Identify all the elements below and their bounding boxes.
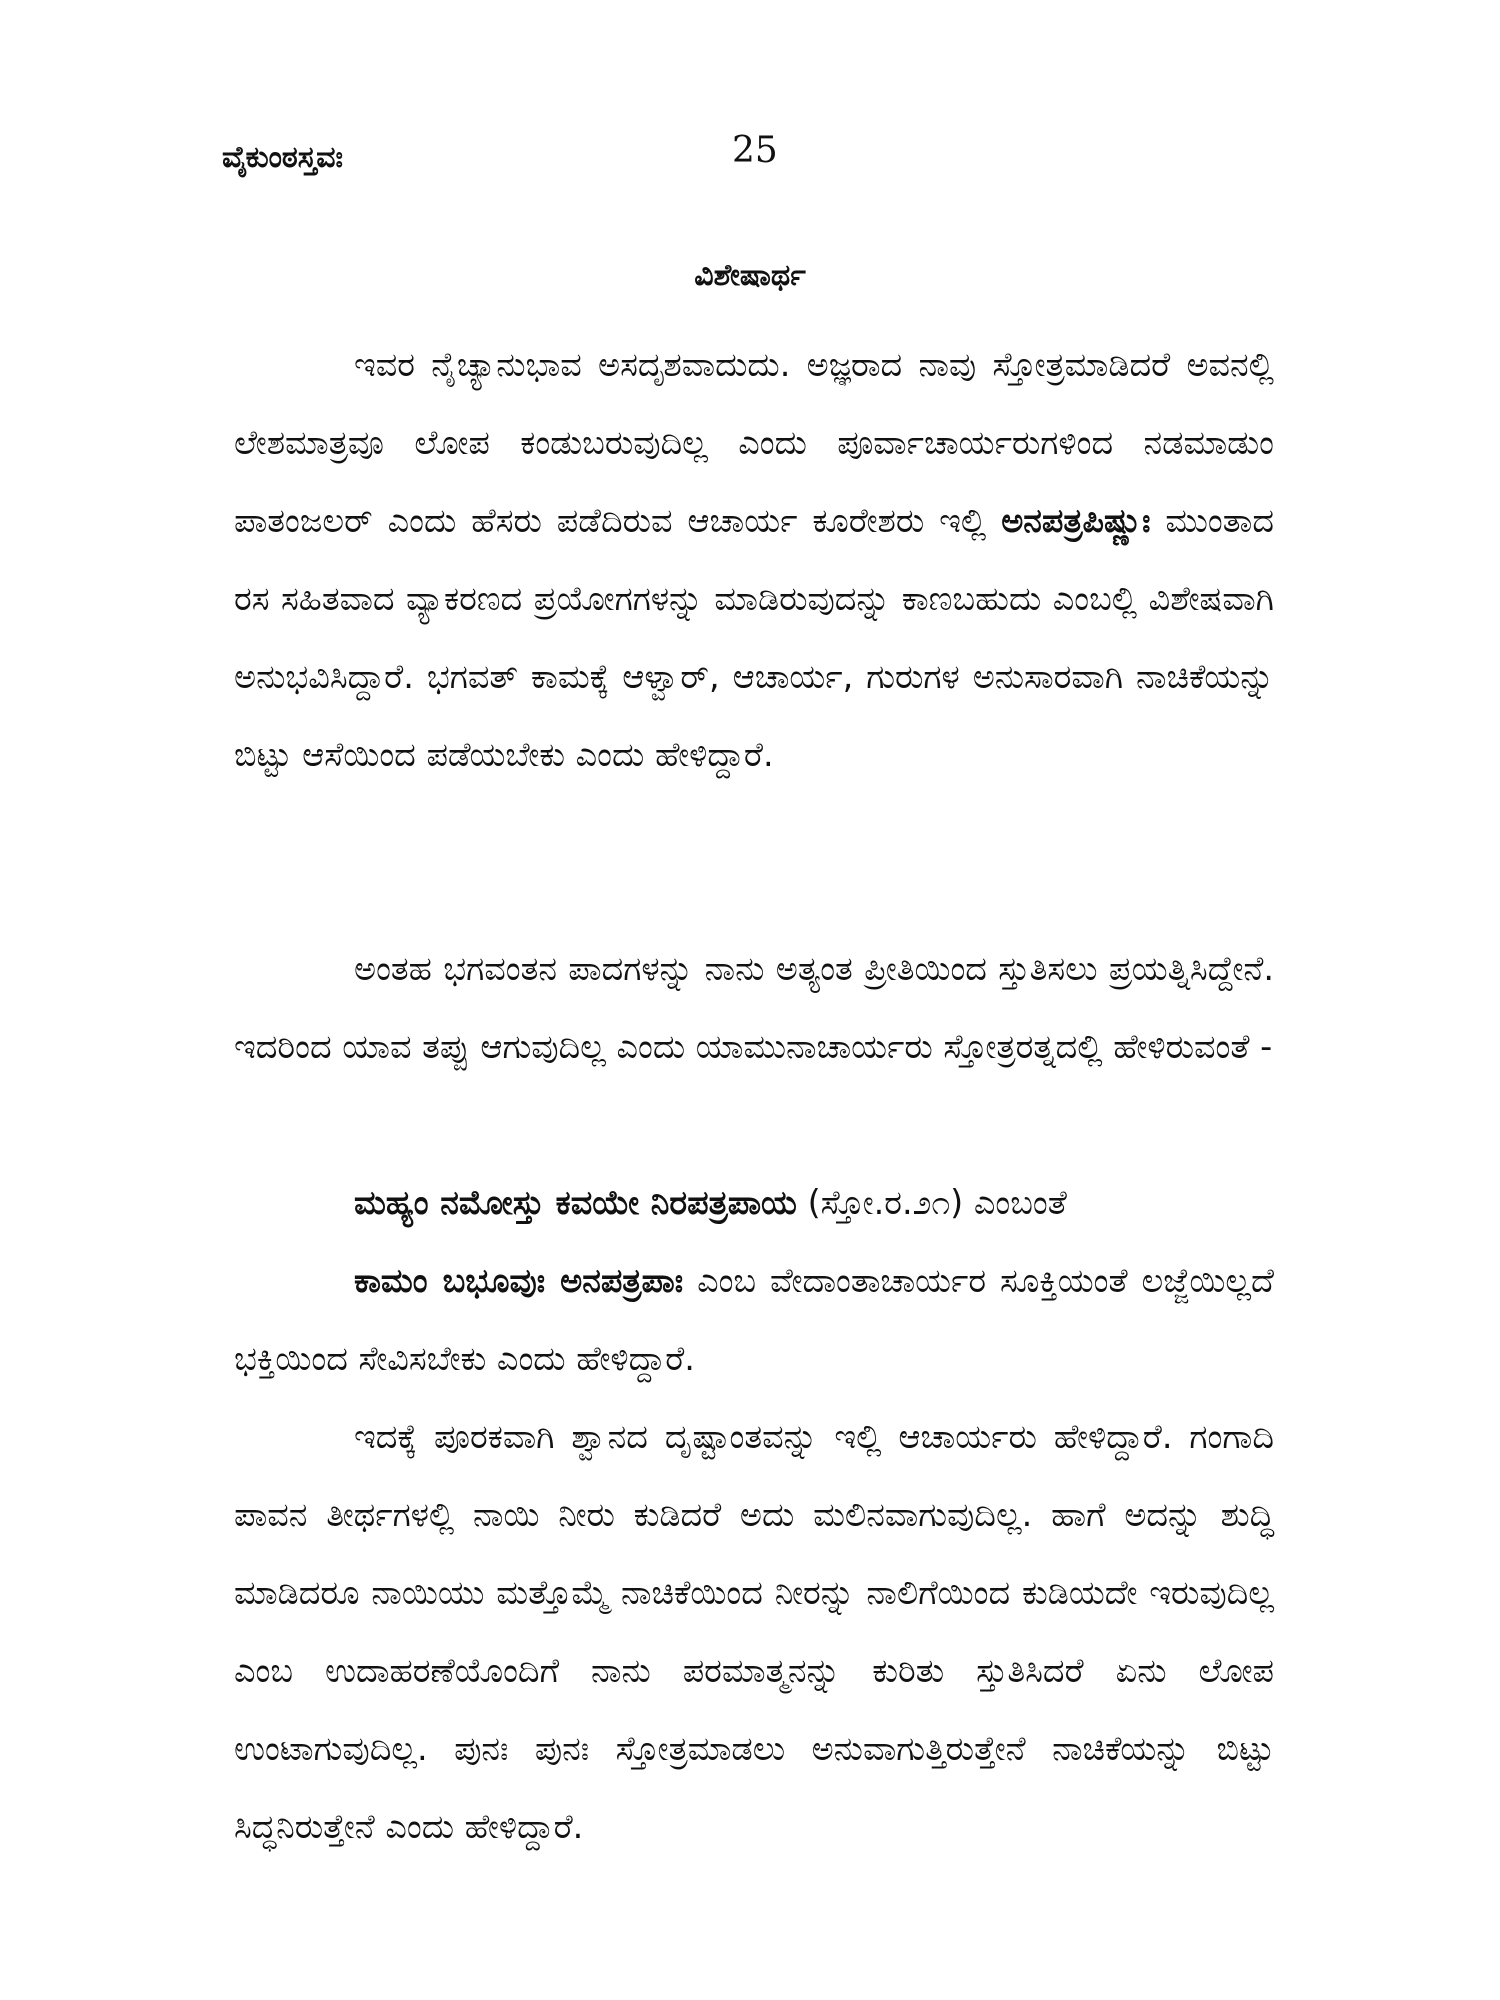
paragraph-2: ಅಂತಹ ಭಗವಂತನ ಪಾದಗಳನ್ನು ನಾನು ಅತ್ಯಂತ ಪ್ರೀತಿಯಿಂದ ಸ್ತುತಿಸಲು ಪ್ರಯತ್ನಿಸಿದ್ದೇನೆ. ಇದರಿಂದ ಯಾವ ತಪ್ಪು ಆಗುವುದಿಲ್ಲ ಎಂದು ಯಾಮುನಾಚಾರ್ಯರು ಸ್ತೋತ್ರರತ್ನದಲ್ಲಿ ಹೇಳಿರುವಂತೆ -: [234, 949, 1274, 1066]
paragraph-1-text-a: ಇವರ ನೈಚ್ಯಾನುಭಾವ ಅಸದೃಶವಾದುದು. ಅಜ್ಞರಾದ ನಾವು ಸ್ತೋತ್ರಮಾಡಿದರೆ ಅವನಲ್ಲಿ ಲೇಶಮಾತ್ರವೂ ಲೋಪ ಕಂಡುಬರುವುದಿಲ್ಲ ಎಂದು ಪೂರ್ವಾಚಾರ್ಯರುಗಳಿಂದ ನಡಮಾಡುಂ ಪಾತಂಜಲರ್ ಎಂದು ಹೆಸರು ಪಡೆದಿರುವ ಆಚಾರ್ಯ ಕೂರೇಶರು ಇಲ್ಲಿ: [234, 345, 1274, 540]
page-number: 25: [732, 130, 778, 171]
paragraph-block-1: [234, 326, 1274, 794]
paragraph-1-text-b: ಮುಂತಾದ ರಸ ಸಹಿತವಾದ ವ್ಯಾಕರಣದ ಪ್ರಯೋಗಗಳನ್ನು ಮಾಡಿರುವುದನ್ನು ಕಾಣಬಹುದು ಎಂಬಲ್ಲಿ ವಿಶೇಷವಾಗಿ ಅನುಭವಿಸಿದ್ದಾರೆ. ಭಗವತ್ ಕಾಮಕ್ಕೆ ಆಳ್ವಾರ್, ಆಚಾರ್ಯ, ಗುರುಗಳ ಅನುಸಾರವಾಗಿ ನಾಚಿಕೆಯನ್ನು ಬಿಟ್ಟು ಆಸೆಯಿಂದ ಪಡೆಯಬೇಕು ಎಂದು ಹೇಳಿದ್ದಾರೆ.: [234, 501, 1274, 774]
paragraph-1: [234, 326, 1274, 794]
paragraph-block-4: [234, 1398, 1274, 1866]
paragraph-4: ಇದಕ್ಕೆ ಪೂರಕವಾಗಿ ಶ್ವಾನದ ದೃಷ್ಟಾಂತವನ್ನು ಇಲ್ಲಿ ಆಚಾರ್ಯರು ಹೇಳಿದ್ದಾರೆ. ಗಂಗಾದಿ ಪಾವನ ತೀರ್ಥಗಳಲ್ಲಿ ನಾಯಿ ನೀರು ಕುಡಿದರೆ ಅದು ಮಲಿನವಾಗುವುದಿಲ್ಲ. ಹಾಗೆ ಅದನ್ನು ಶುದ್ಧಿ ಮಾಡಿದರೂ ನಾಯಿಯು ಮತ್ತೊಮ್ಮೆ ನಾಚಿಕೆಯಿಂದ ನೀರನ್ನು ನಾಲಿಗೆಯಿಂದ ಕುಡಿಯದೇ ಇರುವುದಿಲ್ಲ ಎಂಬ ಉದಾಹರಣೆಯೊಂದಿಗೆ ನಾನು ಪರಮಾತ್ಮನನ್ನು ಕುರಿತು ಸ್ತುತಿಸಿದರೆ ಏನು ಲೋಪ ಉಂಟಾಗುವುದಿಲ್ಲ. ಪುನಃ ಪುನಃ ಸ್ತೋತ್ರಮಾಡಲು ಅನುವಾಗುತ್ತಿರುತ್ತೇನೆ ನಾಚಿಕೆಯನ್ನು ಬಿಟ್ಟು ಸಿದ್ಧನಿರುತ್ತೇನೆ ಎಂದು ಹೇಳಿದ್ದಾರೆ.: [234, 1417, 1274, 1846]
quote-2-bold: ಕಾಮಂ ಬಭೂವುಃ ಅನಪತ್ರಪಾಃ: [354, 1261, 684, 1300]
paragraph-1-bold-term: ಅನಪತ್ರಪಿಷ್ಣುಃ: [1001, 501, 1151, 540]
paragraph-3-text: ಎಂಬ ವೇದಾಂತಾಚಾರ್ಯರ ಸೂಕ್ತಿಯಂತೆ ಲಜ್ಜೆಯಿಲ್ಲದೆ ಭಕ್ತಿಯಿಂದ ಸೇವಿಸಬೇಕು ಎಂದು ಹೇಳಿದ್ದಾರೆ.: [234, 1261, 1275, 1378]
paragraph-block-2: [234, 930, 1274, 1086]
paragraph-block-3: [234, 1164, 1274, 1398]
paragraph-3: [234, 1242, 1274, 1398]
section-heading: ವಿಶೇಷಾರ್ಥ: [694, 258, 806, 293]
quote-1-bold: ಮಹ್ಯಂ ನಮೋಸ್ತು ಕವಯೇ ನಿರಪತ್ರಪಾಯ: [354, 1183, 797, 1222]
paragraph-3-quote-line: [234, 1164, 1274, 1242]
running-title: ವೈಕುಂಠಸ್ತವಃ: [222, 140, 343, 175]
quote-1-reference: (ಸ್ತೋ.ರ.೨೧) ಎಂಬಂತೆ: [796, 1183, 1067, 1222]
